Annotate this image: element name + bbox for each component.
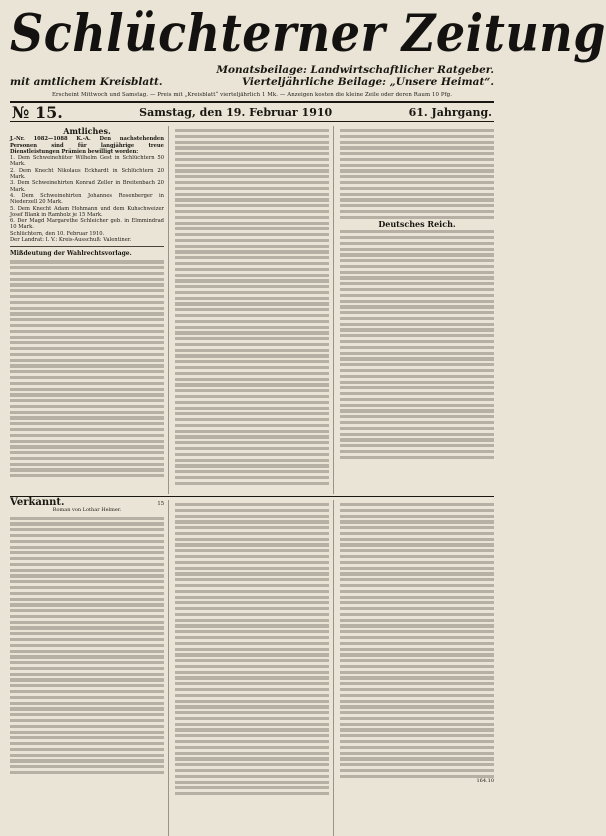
masthead (10, 0, 606, 98)
feature-number: 15 (157, 501, 164, 507)
issue-number: № 15. (12, 102, 63, 122)
monthly-supplement: Monatsbeilage: Landwirtschaftlicher Ratgeber. (216, 64, 494, 76)
feature-section (10, 497, 494, 836)
article-text-lines (340, 129, 494, 219)
kreisblatt-subtitle: mit amtlichem Kreisblatt. (10, 76, 163, 88)
newspaper-title: Schlüchterner Zeitung (10, 2, 606, 64)
right-column (340, 126, 494, 494)
article-text-lines (340, 230, 494, 459)
issue-year: 61. Jahrgang. (408, 105, 492, 119)
divider (10, 246, 164, 247)
article-text-lines (175, 129, 329, 485)
issue-bar (10, 101, 494, 122)
feature-text-lines (340, 503, 494, 778)
feature-column-2 (175, 500, 334, 836)
feature-text-lines (175, 503, 329, 795)
left-column (10, 126, 169, 494)
award-item: 4. Dem Schweinehirten Johannes Rosenberger in Niederzell 20 Mark. (10, 192, 164, 206)
supplements-subtitle (216, 64, 494, 88)
award-item: 3. Dem Schweinehirten Konrad Zeller in Breitenbach 20 Mark. (10, 180, 164, 193)
feature-divider (10, 496, 494, 497)
signature-line: Der Landrat: I. V.: Kreis-Ausschuß: Valentiner. (10, 237, 132, 244)
date-line: Schlüchtern, den 10. Februar 1910. (10, 230, 105, 237)
publication-notice: Erscheint Mittwoch und Samstag. — Preis mit „Kreisblatt“ vierteljährlich 1 Mk. — Anzeigen kosten die kleine Zeile oder deren Raum 10 Pfg. (51, 92, 453, 98)
award-item: 5. Dem Knecht Adam Hohmann und dem Kuhschweizer Josef Blank in Ramholz je 15 Mark. (10, 205, 164, 218)
award-item: 6. Der Magd Margarethe Schleicher geb. in Elmmindrad 10 Mark. (10, 218, 164, 231)
ordinance-text: J.-Nr. 1082—1088 K.-A. Den nachstehenden Personen sind für langjährige treue Dienstleistungen Prämien bewilligt worden: (10, 136, 164, 155)
feature-title: Verkannt. (10, 497, 65, 508)
article-headline: Mißdeutung der Wahlrechtsvorlage. (10, 250, 132, 258)
footer-number: 164.10 (476, 777, 494, 784)
feature-column-1 (10, 497, 169, 836)
top-columns (10, 126, 494, 494)
feature-text-lines (10, 517, 164, 775)
feature-title-row (10, 497, 164, 508)
issue-date: Samstag, den 19. Februar 1910 (139, 105, 333, 119)
section-amtliches: Amtliches. (63, 126, 111, 136)
award-item: 2. Dem Knecht Nikolaus Eckhardt in Schlüchtern 20 Mark. (10, 167, 164, 181)
section-deutsches-reich: Deutsches Reich. (378, 218, 456, 229)
article-text-lines (10, 260, 164, 477)
feature-byline: Roman von Lothar Helmer. (52, 507, 122, 514)
feature-column-3 (340, 500, 494, 836)
award-item: 1. Dem Schweinehüter Wilhelm Gest in Schlüchtern 50 Mark. (10, 155, 164, 168)
middle-column (175, 126, 334, 494)
masthead-subtitle (10, 64, 494, 88)
quarterly-supplement: Vierteljährliche Beilage: „Unsere Heimat“. (241, 76, 494, 88)
